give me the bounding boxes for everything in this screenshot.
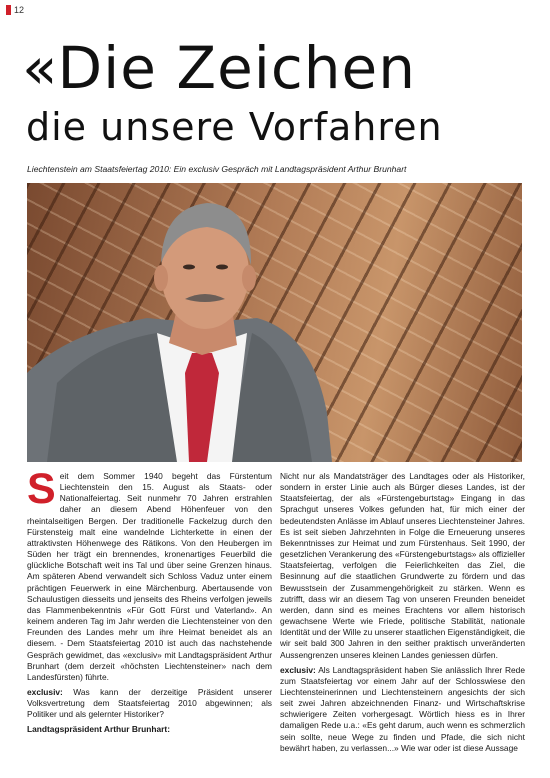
- article-subtitle: Liechtenstein am Staatsfeiertag 2010: Ein exclusiv Gespräch mit Landtagspräsident Arthur Brunhart: [27, 164, 407, 174]
- question-1-label: exclusiv:: [27, 686, 63, 697]
- question-2: [280, 665, 525, 754]
- column-right: [280, 471, 525, 771]
- question-2-text: Als Landtagspräsident haben Sie anlässlich Ihrer Rede zum Staatsfeiertag vor einem Jahr auf der Schlosswiese den Liechtensteinerinnen und Liechtensteinern angesichts der sich seit zwei Jahren abzeichnenden Finanz- und Wirtschaftskrise schwierigere Zeiten vorhergesagt. Wörtlich hiess es in Ihrer damaligen Rede u.a.: «Es geht darum, auch wenn es schmerzlich sein sollte, neue Wege zu finden und Pfade, die sich nicht bewährt haben, zu verlassen...» Wie war oder ist diese Aussage: [280, 664, 525, 753]
- question-2-label: exclusiv:: [280, 664, 316, 675]
- article-body: [27, 465, 525, 771]
- headline-line-2: die unsere Vorfahren: [26, 105, 443, 149]
- ear-right: [242, 265, 256, 291]
- eye-right: [216, 265, 228, 270]
- portrait-figure: [27, 183, 522, 462]
- page-number: 12: [6, 4, 24, 16]
- headline-line-1: «Die Zeichen: [22, 34, 416, 102]
- column-left: [27, 465, 272, 771]
- ear-left: [154, 265, 168, 291]
- answer-1-continued: Nicht nur als Mandatsträger des Landtages oder als Historiker, sondern in erster Linie auch als Bürger dieses Landes, ist der Staatsfeiertag, der als «Fürstengeburtstag» Eingang in das Sprachgut unseres Volkes gefunden hat, für mich einer der bedeutendsten Anlässe im Ablauf unseres Liechtensteiner Jahres. Es ist seit sieben Jahrzehnten in Folge die Erneuerung unseres Bekenntnisses zur Heimat und zum Fürstenhaus. Seit 1990, der gesetzlichen Verankerung des «Fürstengeburtstags» als offizieller Staatsfeiertag, verfolgen die Feierlichkeiten das Ziel, die Besinnung auf die staatlichen Grundwerte zu fördern und das Bewusstsein der Zusammengehörigkeit zu stärken. Wenn es zutrifft, dass wir an diesem Tag von unseren Freunden beneidet werden, dann sind es meines Erachtens vor allem historisch gewachsene Werte wie Friede, politische Stabilität, nationale Identität und der Wille zu unserer staatlichen Eigenständigkeit, die wir seit bald 300 Jahren in den seither praktisch unveränderten Aussengrenzen unseres kleinen Landes geniessen dürfen.: [280, 471, 525, 660]
- question-1: [27, 687, 272, 720]
- question-1-text: Was kann der derzeitige Präsident unserer Volksvertretung dem Staatsfeiertag 2010 abgewinnen; als Politiker und als gelernter Historiker?: [27, 686, 272, 720]
- intro-paragraph: [27, 465, 272, 683]
- eye-left: [183, 265, 195, 270]
- intro-text: eit dem Sommer 1940 begeht das Fürstentum Liechtenstein den 15. August als Staats- oder Nationalfeiertag. Seit nunmehr 70 Jahren erstrahlen daher an diesem Abend Höhenfeuer von den rheintalseitigen Bergen. Der traditionelle Fackelzug durch den Fürstensteig malt eine wandelnde Lichterkette in einen der attraktivsten Höhenwege des Rätikons. Von den Heubergen im Süden her trägt ein brennendes, kronenartiges Feuerbild die glückliche Botschaft weit ins Tal und über seine Grenzen hinaus. Am späteren Abend verwandelt sich Schloss Vaduz unter einem prächtigen Feuerwerk in eine Märchenburg. Abertausende von Schaulustigen diesseits und jenseits des Rheins verfolgen jeweils das Flammenbekenntnis «Für Gott Fürst und Vaterland». An keinem anderen Tag im Jahr werden die Liechtensteiner von den Freunden des Landes mehr um ihre Heimat beneidet als an diesem. - Dem Staatsfeiertag 2010 ist auch das nachstehende Gespräch gewidmet, das «exclusiv» mit Landtagspräsident Arthur Brunhart (dem derzeit «höchsten Liechtensteiner» nach dem Landesfürsten) führte.: [27, 471, 272, 682]
- answer-1-label: Landtagspräsident Arthur Brunhart:: [27, 724, 171, 735]
- drop-cap: S: [27, 465, 56, 513]
- portrait-photo: [27, 183, 522, 462]
- answer-1: [27, 724, 272, 735]
